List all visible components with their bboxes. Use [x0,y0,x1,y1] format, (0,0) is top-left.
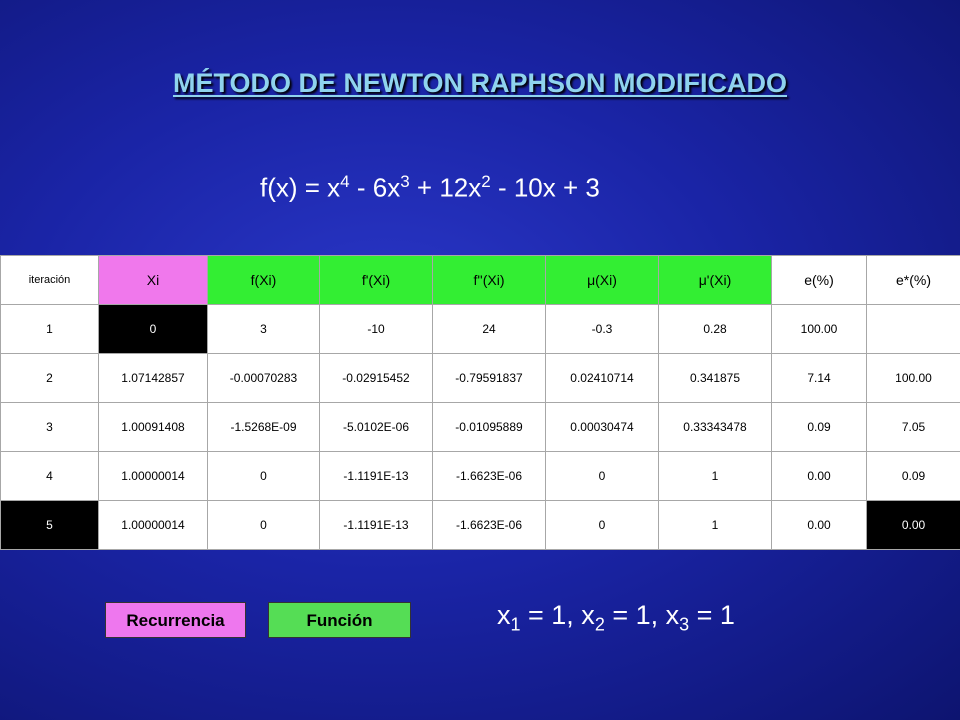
table-cell: 0 [208,501,320,550]
table-cell: -0.02915452 [320,354,433,403]
funcion-button[interactable]: Función [268,602,411,638]
formula-exponent: 2 [481,172,491,191]
roots-part: = 1, x [604,600,680,630]
table-cell: 1 [1,305,99,354]
table-cell [867,305,960,354]
table-cell: 0 [208,452,320,501]
table-cell: 0.28 [659,305,772,354]
formula-part: f(x) = x [260,172,341,203]
formula-exponent: 4 [340,172,350,191]
table-cell: -1.1191E-13 [320,501,433,550]
header-error: e(%) [772,256,867,305]
table-row [1,452,960,501]
roots-part: = 1, x [520,600,595,630]
header-xi: Xi [99,256,208,305]
table-cell: 0 [99,305,208,354]
table-cell: 0.00 [772,452,867,501]
header-f-prime: f'(Xi) [320,256,433,305]
roots-part: x [497,600,511,630]
table-cell: -1.6623E-06 [433,501,546,550]
roots-subscript: 2 [594,614,605,635]
roots-result [497,600,735,635]
table-cell: 24 [433,305,546,354]
table-cell: 1 [659,452,772,501]
table-cell: -0.00070283 [208,354,320,403]
table-cell: 2 [1,354,99,403]
table-cell: -0.01095889 [433,403,546,452]
table-cell: 5 [1,501,99,550]
table-cell: 0 [546,452,659,501]
table-cell: 0.00 [867,501,960,550]
table-cell: 1.07142857 [99,354,208,403]
table-cell: 3 [1,403,99,452]
table-cell: 0.02410714 [546,354,659,403]
roots-subscript: 3 [679,614,690,635]
page-title: MÉTODO DE NEWTON RAPHSON MODIFICADO [172,68,787,98]
table-row [1,501,960,550]
iteration-table [0,255,960,550]
table-cell: 3 [208,305,320,354]
table-cell: -0.79591837 [433,354,546,403]
table-cell: 1.00000014 [99,501,208,550]
formula-part: + 12x [409,172,482,203]
table-cell: 4 [1,452,99,501]
table-cell: 100.00 [772,305,867,354]
table-row [1,354,960,403]
table-cell: 100.00 [867,354,960,403]
table-cell: 7.05 [867,403,960,452]
table-cell: 1.00000014 [99,452,208,501]
header-f: f(Xi) [208,256,320,305]
formula-part: - 6x [349,172,401,203]
header-iteracion: iteración [1,256,99,305]
table-cell: -0.3 [546,305,659,354]
table-cell: -1.5268E-09 [208,403,320,452]
header-mu-prime: μ'(Xi) [659,256,772,305]
roots-part: = 1 [689,600,735,630]
header-error-star: e*(%) [867,256,960,305]
table-cell: 1 [659,501,772,550]
table-cell: 0.33343478 [659,403,772,452]
header-mu: μ(Xi) [546,256,659,305]
table-cell: 0.09 [867,452,960,501]
table-cell: 0.09 [772,403,867,452]
roots-subscript: 1 [510,614,521,635]
function-formula [260,172,600,204]
recurrencia-button[interactable]: Recurrencia [105,602,246,638]
table-row [1,403,960,452]
table-row [1,305,960,354]
table-cell: -5.0102E-06 [320,403,433,452]
table-header-row [1,256,960,305]
table-cell: 1.00091408 [99,403,208,452]
table-cell: 0.341875 [659,354,772,403]
table-cell: 0 [546,501,659,550]
header-f-double-prime: f''(Xi) [433,256,546,305]
table-cell: 7.14 [772,354,867,403]
table-cell: -1.6623E-06 [433,452,546,501]
table-cell: 0.00030474 [546,403,659,452]
table-cell: -10 [320,305,433,354]
table-cell: -1.1191E-13 [320,452,433,501]
formula-exponent: 3 [400,172,410,191]
table-cell: 0.00 [772,501,867,550]
formula-part: - 10x + 3 [490,172,600,203]
